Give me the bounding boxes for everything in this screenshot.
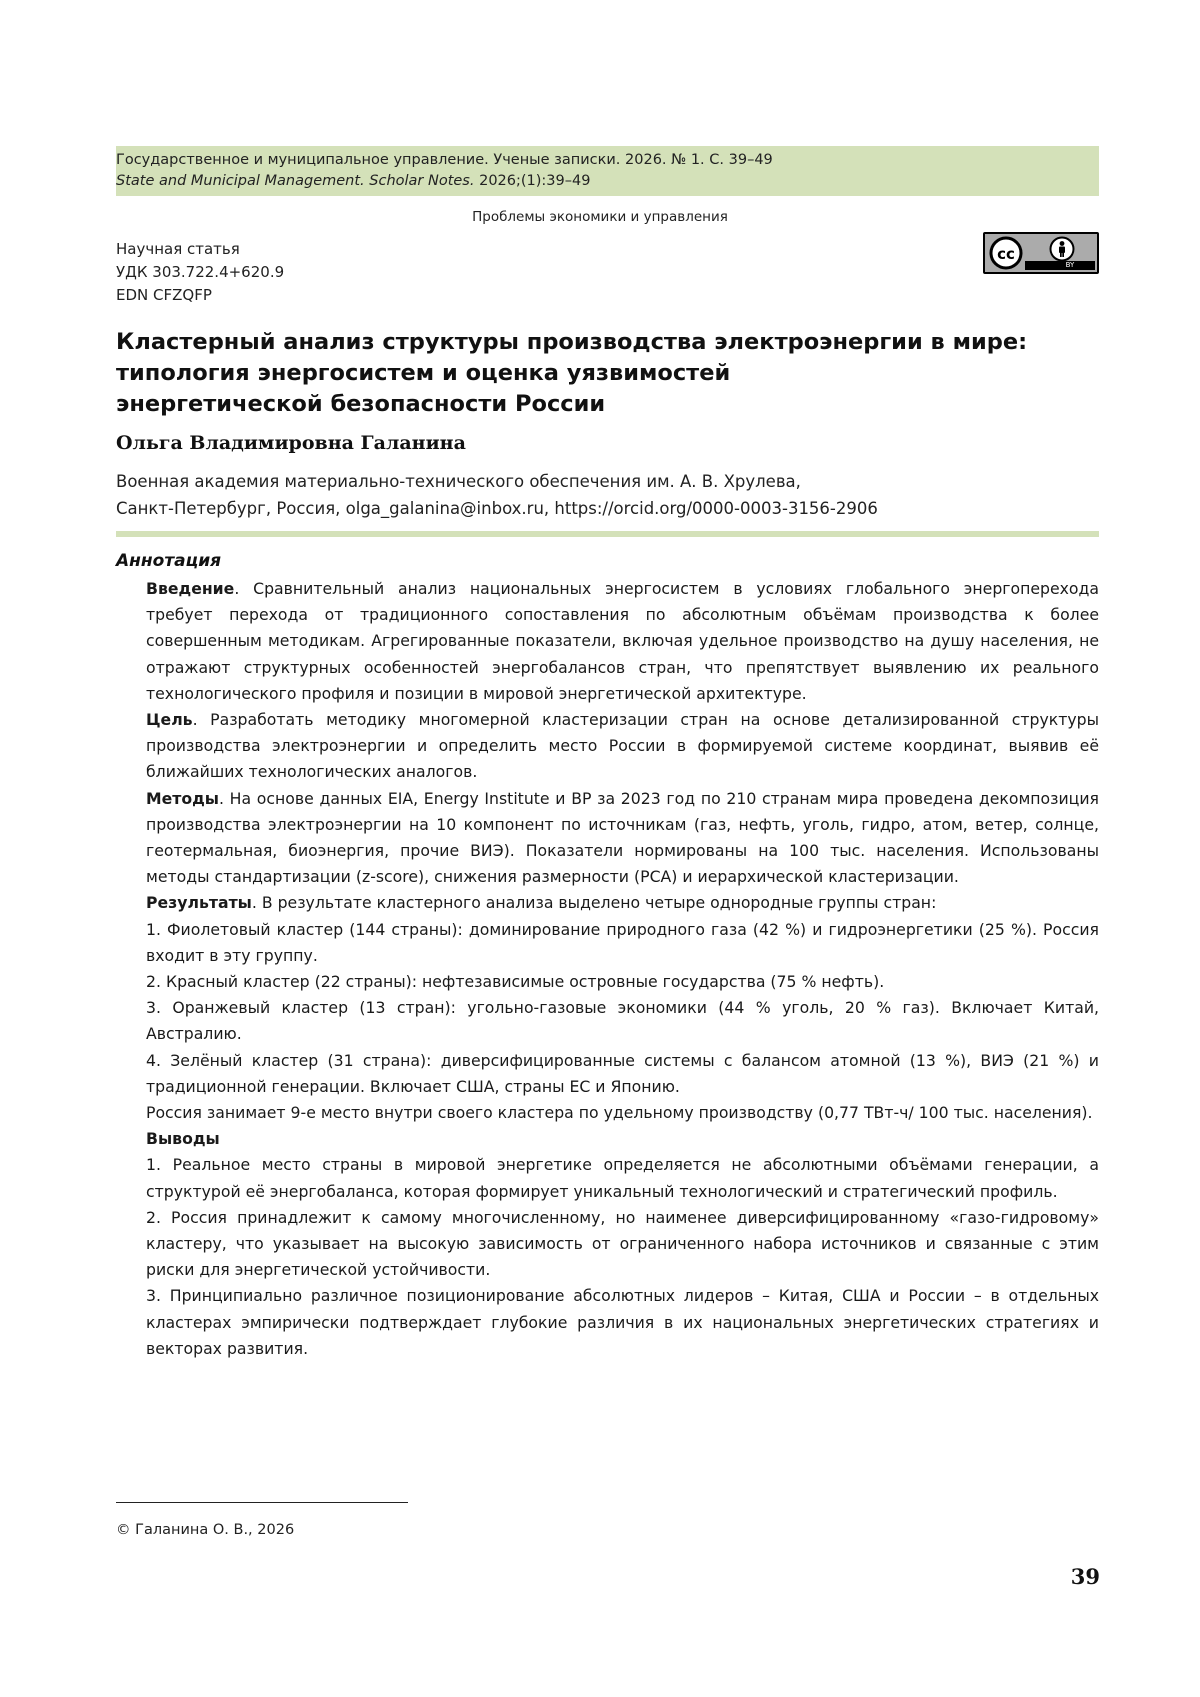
conclusion-item: 1. Реальное место страны в мировой энергетике определяется не абсолютными объёмами генерации, а структурой её энергобаланса, которая формирует уникальный технологический и стратегический профиль.	[146, 1155, 1099, 1201]
udk-code: УДК 303.722.4+620.9	[116, 263, 285, 281]
title-line-1: Кластерный анализ структуры производства электроэнергии в мире:	[116, 329, 1028, 355]
attribution-person-icon	[1049, 236, 1075, 262]
results-item: Россия занимает 9-е место внутри своего кластера по удельному производству (0,77 ТВт-ч/ 100 тыс. населения).	[146, 1103, 1093, 1123]
abstract-heading: Аннотация	[116, 551, 222, 571]
journal-name-en: State and Municipal Management. Scholar Notes.	[116, 173, 475, 189]
cc-by-license-badge[interactable]	[983, 232, 1099, 274]
footnote-rule	[116, 1502, 408, 1503]
intro-text: . Сравнительный анализ национальных энергосистем в условиях глобального энергоперехода требует перехода от традиционного сопоставления по абсолютным объёмам производства к более совершенным методикам. Агрегированные показатели, включая удельное производство на душу населения, не отражают структурных особенностей энергобалансов стран, что препятствует выявлению их реального технологического профиля и позиции в мировой энергетической архитектуре.	[146, 579, 1099, 703]
section-title: Проблемы экономики и управления	[472, 209, 728, 225]
methods-label: Методы	[146, 788, 219, 808]
conclusion-item: 2. Россия принадлежит к самому многочисленному, но наименее диверсифицированному «газо-гидровому» кластеру, что указывает на высокую зависимость от ограниченного набора источников и связанные с этим риски для энергетической устойчивости.	[146, 1207, 1099, 1280]
article-type: Научная статья	[116, 240, 240, 258]
cc-icon	[987, 236, 1025, 270]
affiliation-line-1: Военная академия материально-технического обеспечения им. А. В. Хрулева,	[116, 472, 801, 491]
journal-issue-en: 2026;(1):39–49	[474, 173, 591, 189]
journal-citation-band	[116, 146, 1099, 196]
author-affiliation	[116, 468, 878, 522]
section-divider	[116, 531, 1099, 537]
results-item: 4. Зелёный кластер (31 страна): диверсифицированные системы с балансом атомной (13 %), ВИЭ (21 %) и традиционной генерации. Включает США, страны ЕС и Японию.	[146, 1050, 1099, 1096]
abstract-results	[146, 890, 1099, 916]
conclusions-label: Выводы	[146, 1129, 220, 1149]
results-item: 1. Фиолетовый кластер (144 страны): доминирование природного газа (42 %) и гидроэнергетики (25 %). Россия входит в эту группу.	[146, 919, 1099, 965]
abstract-goal	[146, 707, 1099, 786]
goal-text: . Разработать методику многомерной кластеризации стран на основе детализированной структуры производства электроэнергии и определить место России в формируемой системе координат, выявив её ближайших технологических аналогов.	[146, 710, 1099, 782]
abstract-conclusions	[146, 1126, 1099, 1152]
cc-icon-label: cc	[997, 245, 1015, 263]
results-item: 3. Оранжевый кластер (13 стран): угольно-газовые экономики (44 % уголь, 20 % газ). Включает Китай, Австралию.	[146, 998, 1099, 1044]
journal-citation-ru: Государственное и муниципальное управление. Ученые записки. 2026. № 1. С. 39–49	[116, 152, 773, 168]
journal-citation-en	[116, 171, 1099, 192]
results-item: 2. Красный кластер (22 страны): нефтезависимые островные государства (75 % нефть).	[146, 972, 885, 992]
article-meta	[116, 238, 284, 307]
abstract-body	[146, 576, 1099, 1362]
author-name: Ольга Владимировна Галанина	[116, 432, 466, 454]
title-line-2: типология энергосистем и оценка уязвимостей	[116, 360, 731, 386]
intro-label: Введение	[146, 579, 235, 598]
affiliation-line-2: Санкт-Петербург, Россия, olga_galanina@inbox.ru, https://orcid.org/0000-0003-3156-2906	[116, 499, 878, 518]
edn-code: EDN CFZQFP	[116, 286, 212, 304]
methods-text: . На основе данных EIA, Energy Institute и BP за 2023 год по 210 странам мира проведена декомпозиция производства электроэнергии на 10 компонент по источникам (газ, нефть, уголь, гидро, атом, ветер, солнце, геотермальная, биоэнергия, прочие ВИЭ). Показатели нормированы на 100 тыс. населения. Использованы методы стандартизации (z-score), снижения размерности (PCA) и иерархической кластеризации.	[146, 788, 1099, 887]
goal-label: Цель	[146, 710, 193, 730]
copyright-notice: © Галанина О. В., 2026	[116, 1522, 295, 1538]
title-line-3: энергетической безопасности России	[116, 391, 606, 417]
results-text: . В результате кластерного анализа выделено четыре однородные группы стран:	[251, 893, 937, 913]
article-title	[116, 327, 1106, 420]
conclusion-item: 3. Принципиально различное позиционирование абсолютных лидеров – Китая, США и России – в отдельных кластерах эмпирически подтверждает глубокие различия в их национальных энергетических стратегиях и векторах развития.	[146, 1286, 1099, 1358]
abstract-introduction	[146, 576, 1099, 707]
page-number: 39	[1070, 1564, 1100, 1589]
license-by-label: BY	[1025, 261, 1095, 270]
abstract-methods	[146, 786, 1099, 891]
results-label: Результаты	[146, 893, 252, 913]
